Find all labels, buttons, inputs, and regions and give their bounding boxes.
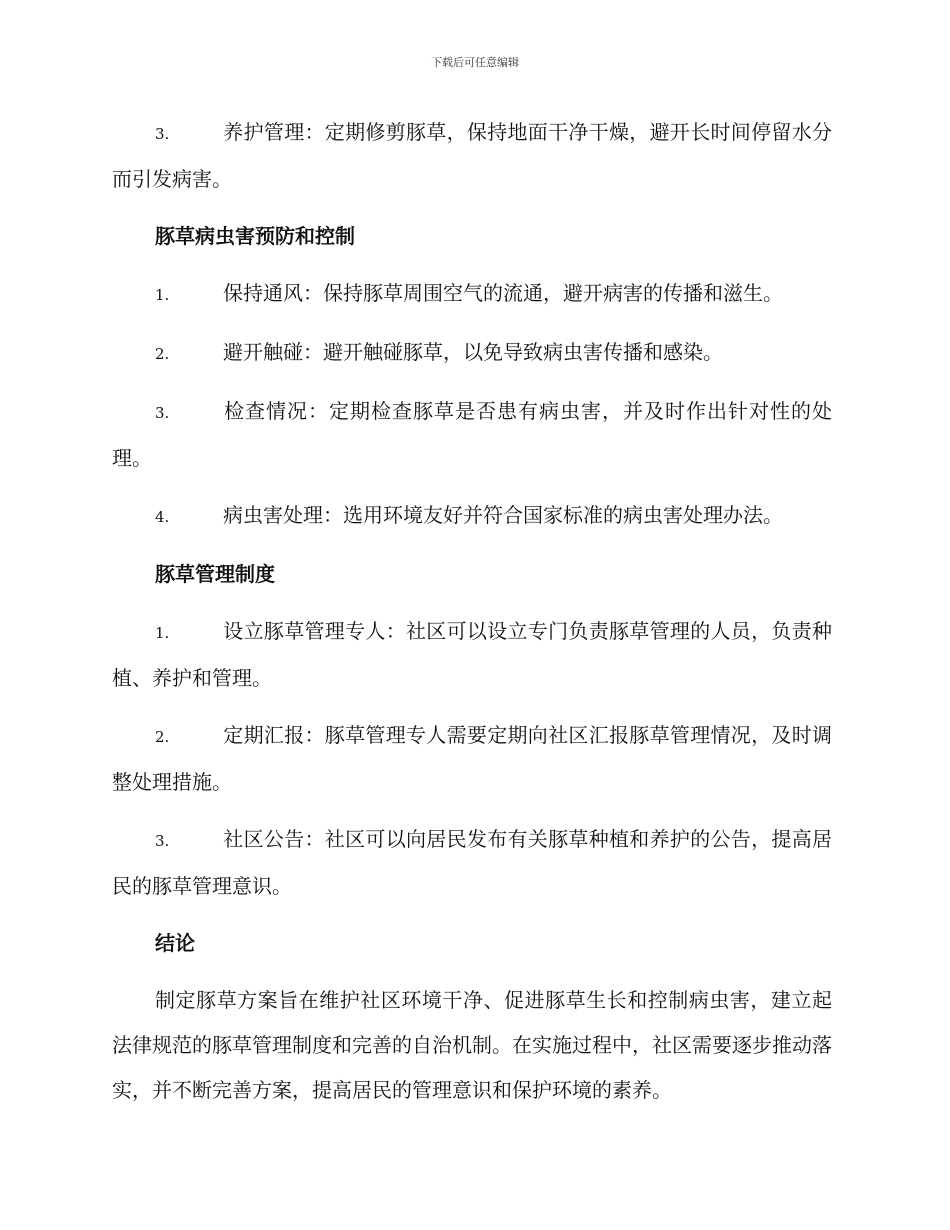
list-item	[112, 713, 832, 805]
list-number: 4.	[155, 508, 170, 526]
section-heading-management: 豚草管理制度	[155, 562, 275, 586]
list-number: 2.	[155, 728, 170, 746]
list-number: 3.	[155, 404, 170, 422]
list-item	[112, 493, 832, 540]
list-item	[112, 817, 832, 909]
list-item	[112, 110, 832, 202]
list-item	[112, 271, 832, 318]
list-number: 3.	[155, 832, 170, 850]
list-text: 定期汇报：豚草管理专人需要定期向社区汇报豚草管理情况，及时调整处理措施。	[112, 723, 832, 794]
list-number: 2.	[155, 345, 170, 363]
list-number: 1.	[155, 624, 170, 642]
list-item	[112, 330, 832, 377]
list-item	[112, 389, 832, 481]
list-text: 避开触碰：避开触碰豚草，以免导致病虫害传播和感染。	[223, 340, 723, 364]
section-heading-pest-control: 豚草病虫害预防和控制	[155, 224, 355, 248]
list-text: 社区公告：社区可以向居民发布有关豚草种植和养护的公告，提高居民的豚草管理意识。	[112, 827, 832, 898]
list-text: 保持通风：保持豚草周围空气的流通，避开病害的传播和滋生。	[223, 281, 783, 305]
list-number: 3.	[155, 125, 170, 143]
section-heading-conclusion: 结论	[155, 931, 195, 955]
list-item	[112, 609, 832, 701]
list-text: 设立豚草管理专人：社区可以设立专门负责豚草管理的人员，负责种植、养护和管理。	[112, 619, 832, 690]
conclusion-paragraph: 制定豚草方案旨在维护社区环境干净、促进豚草生长和控制病虫害，建立起法律规范的豚草管理制度和完善的自治机制。在实施过程中，社区需要逐步推动落实，并不断完善方案，提高居民的管理意识和保护环境的素养。	[112, 988, 832, 1102]
page-header: 下载后可任意编辑	[431, 56, 519, 69]
list-number: 1.	[155, 286, 170, 304]
document-body	[112, 110, 832, 1125]
list-text: 检查情况：定期检查豚草是否患有病虫害，并及时作出针对性的处理。	[112, 399, 832, 470]
list-text: 病虫害处理：选用环境友好并符合国家标准的病虫害处理办法。	[223, 503, 783, 527]
list-text: 养护管理：定期修剪豚草，保持地面干净干燥，避开长时间停留水分而引发病害。	[112, 120, 832, 191]
